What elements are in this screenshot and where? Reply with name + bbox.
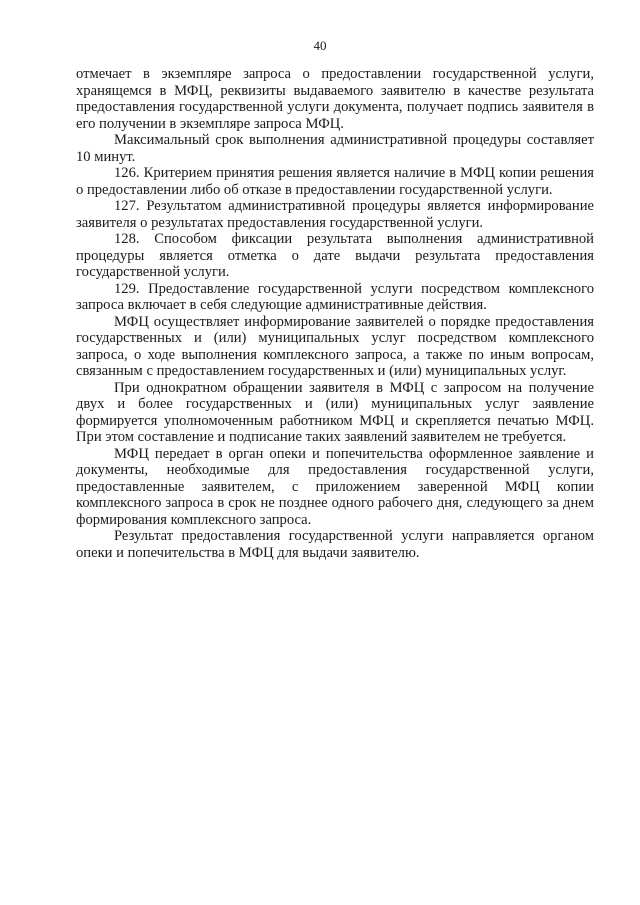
paragraph-127: 127. Результатом административной процедуры является информирование заявителя о результатах предоставления государственной услуги.	[76, 198, 594, 231]
document-body	[76, 66, 594, 561]
paragraph-mfc-informing: МФЦ осуществляет информирование заявителей о порядке предоставления государственных и (или) муниципальных услуг посредством комплексного запроса, о ходе выполнения комплексного запроса, а также по иным вопросам, связанным с предоставлением государственных и (или) муниципальных услуг.	[76, 313, 594, 379]
paragraph-128: 128. Способом фиксации результата выполнения административной процедуры является отметка о дате выдачи результата предоставления государственной услуги.	[76, 231, 594, 280]
paragraph-result-delivery: Результат предоставления государственной услуги направляется органом опеки и попечительства в МФЦ для выдачи заявителю.	[76, 528, 594, 561]
paragraph-single-request: При однократном обращении заявителя в МФЦ с запросом на получение двух и более государственных и (или) муниципальных услуг заявление формируется уполномоченным работником МФЦ и скрепляется печатью МФЦ. При этом составление и подписание таких заявлений заявителем не требуется.	[76, 379, 594, 445]
paragraph-continuation: отмечает в экземпляре запроса о предоставлении государственной услуги, хранящемся в МФЦ, реквизиты выдаваемого заявителю в качестве результата предоставления государственной услуги документа, получает подпись заявителя в его получении в экземпляре запроса МФЦ.	[76, 66, 594, 132]
paragraph-mfc-transfer: МФЦ передает в орган опеки и попечительства оформленное заявление и документы, необходимые для предоставления государственной услуги, предоставленные заявителем, с приложением заверенной МФЦ копии комплексного запроса в срок не позднее одного рабочего дня, следующего за днем формирования комплексного запроса.	[76, 445, 594, 528]
paragraph-126: 126. Критерием принятия решения является наличие в МФЦ копии решения о предоставлении либо об отказе в предоставлении государственной услуги.	[76, 165, 594, 198]
paragraph-max-duration: Максимальный срок выполнения административной процедуры составляет 10 минут.	[76, 132, 594, 165]
paragraph-129: 129. Предоставление государственной услуги посредством комплексного запроса включает в себя следующие административные действия.	[76, 280, 594, 313]
page-number: 40	[313, 38, 327, 53]
